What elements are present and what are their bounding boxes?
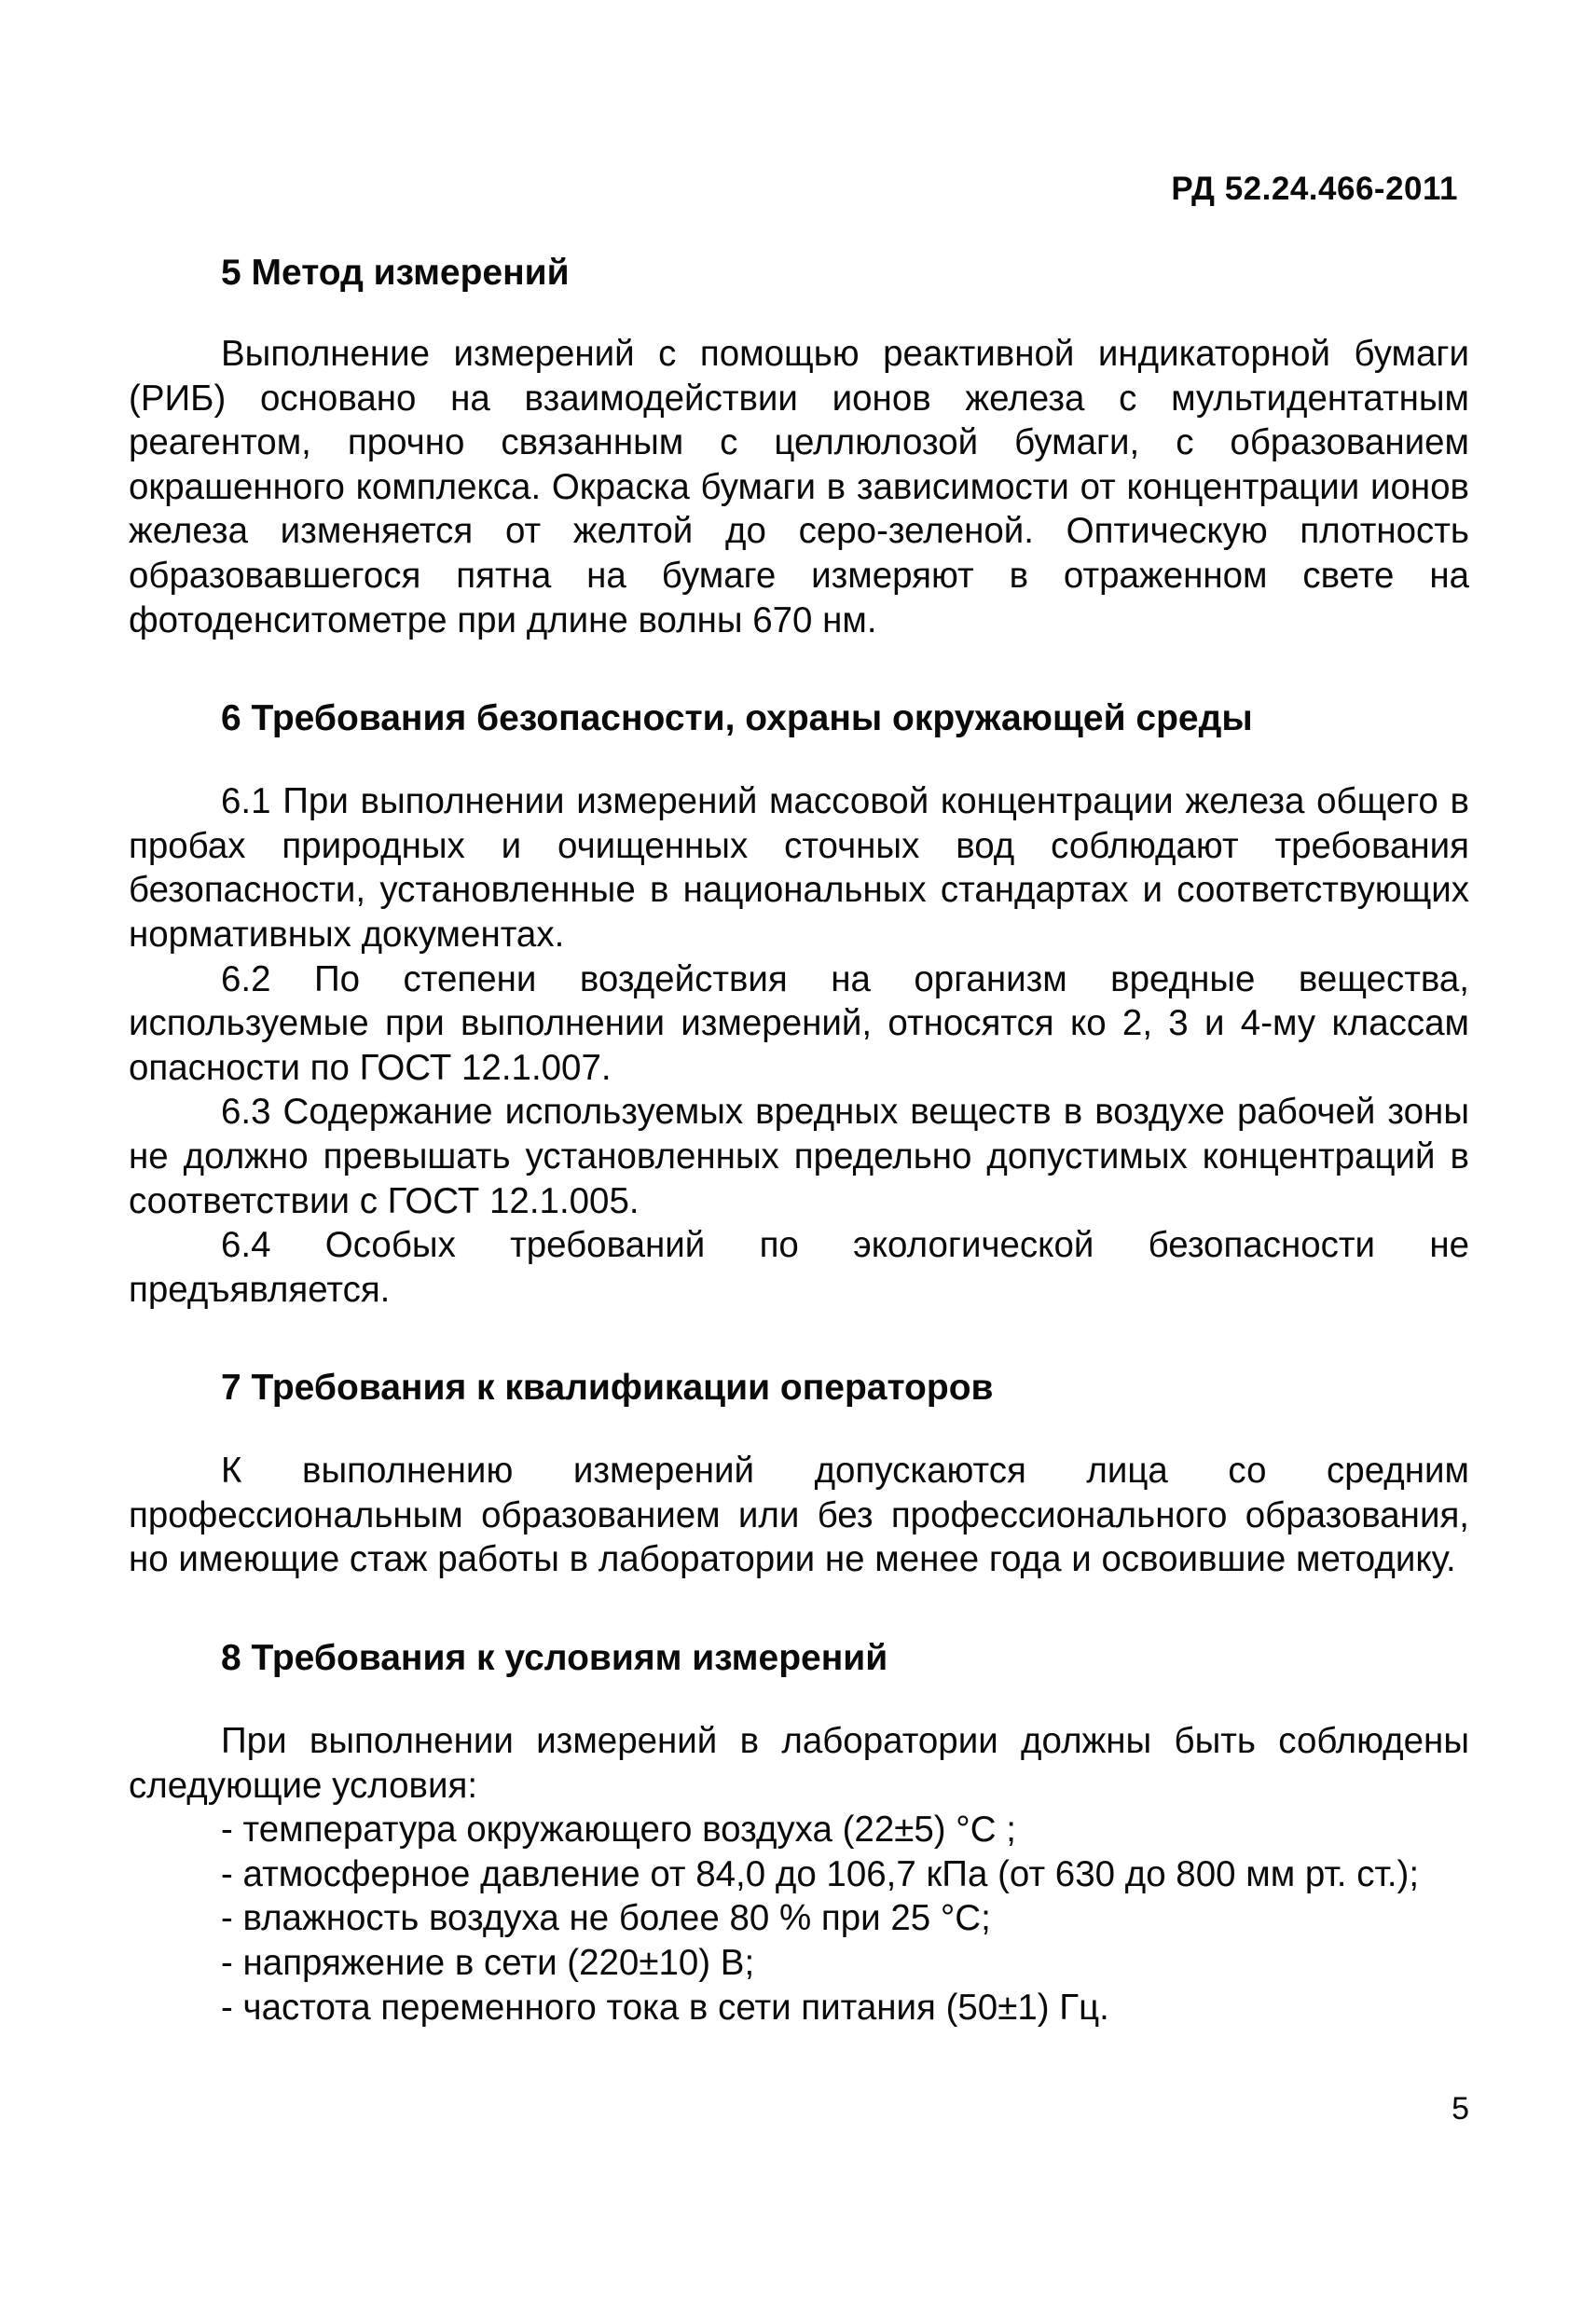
section-7-paragraph: К выполнению измерений допускаются лица со средним профессиональным образованием или без профессионального образования, но имеющие стаж работы в лаборатории не менее года и освоившие методику. — [129, 1451, 1469, 1580]
section-6-1: 6.1 При выполнении измерений массовой концентрации железа общего в пробах природных и очищенных сточных вод соблюдают требования безопасности, установленные в национальных стандартах и соответствующих нормативных документах. — [129, 781, 1469, 955]
section-6-4: 6.4 Особых требований по экологической безопасности не предъявляется. — [129, 1225, 1469, 1310]
page-content — [129, 250, 1469, 2030]
page-number: 5 — [1452, 2091, 1469, 2126]
condition-humidity: - влажность воздуха не более 80 % при 25 °С; — [221, 1898, 991, 1939]
condition-frequency: - частота переменного тока в сети питания (50±1) Гц. — [221, 1987, 1109, 2028]
section-5-title: 5 Метод измерений — [221, 253, 570, 293]
document-code: РД 52.24.466-2011 — [1171, 171, 1458, 207]
condition-pressure: - атмосферное давление от 84,0 до 106,7 кПа (от 630 до 800 мм рт. ст.); — [221, 1853, 1420, 1894]
section-7-title: 7 Требования к квалификации операторов — [221, 1368, 994, 1409]
condition-voltage: - напряжение в сети (220±10) В; — [221, 1943, 755, 1984]
section-5-paragraph: Выполнение измерений с помощью реактивной индикаторной бумаги (РИБ) основано на взаимодействии ионов железа с мультидентатным реагентом, прочно связанным с целлюлозой бумаги, с образованием окрашенного комплекса. Окраска бумаги в зависимости от концентрации ионов железа изменяется от желтой до серо-зеленой. Оптическую плотность образовавшегося пятна на бумаге измеряют в отраженном свете на фотоденситометре при длине волны 670 нм. — [129, 334, 1469, 640]
section-6-3: 6.3 Содержание используемых вредных веществ в воздухе рабочей зоны не должно превышать установленных предельно допустимых концентраций в соответствии с ГОСТ 12.1.005. — [129, 1092, 1469, 1221]
section-6-title: 6 Требования безопасности, охраны окружающей среды — [221, 698, 1253, 739]
section-8-intro: При выполнении измерений в лаборатории должны быть соблюдены следующие условия: — [129, 1721, 1469, 1806]
section-6-2: 6.2 По степени воздействия на организм вредные вещества, используемые при выполнении измерений, относятся ко 2, 3 и 4-му классам опасности по ГОСТ 12.1.007. — [129, 958, 1469, 1088]
section-8-title: 8 Требования к условиям измерений — [221, 1638, 888, 1679]
condition-temperature: - температура окружающего воздуха (22±5) °С ; — [221, 1810, 1016, 1851]
